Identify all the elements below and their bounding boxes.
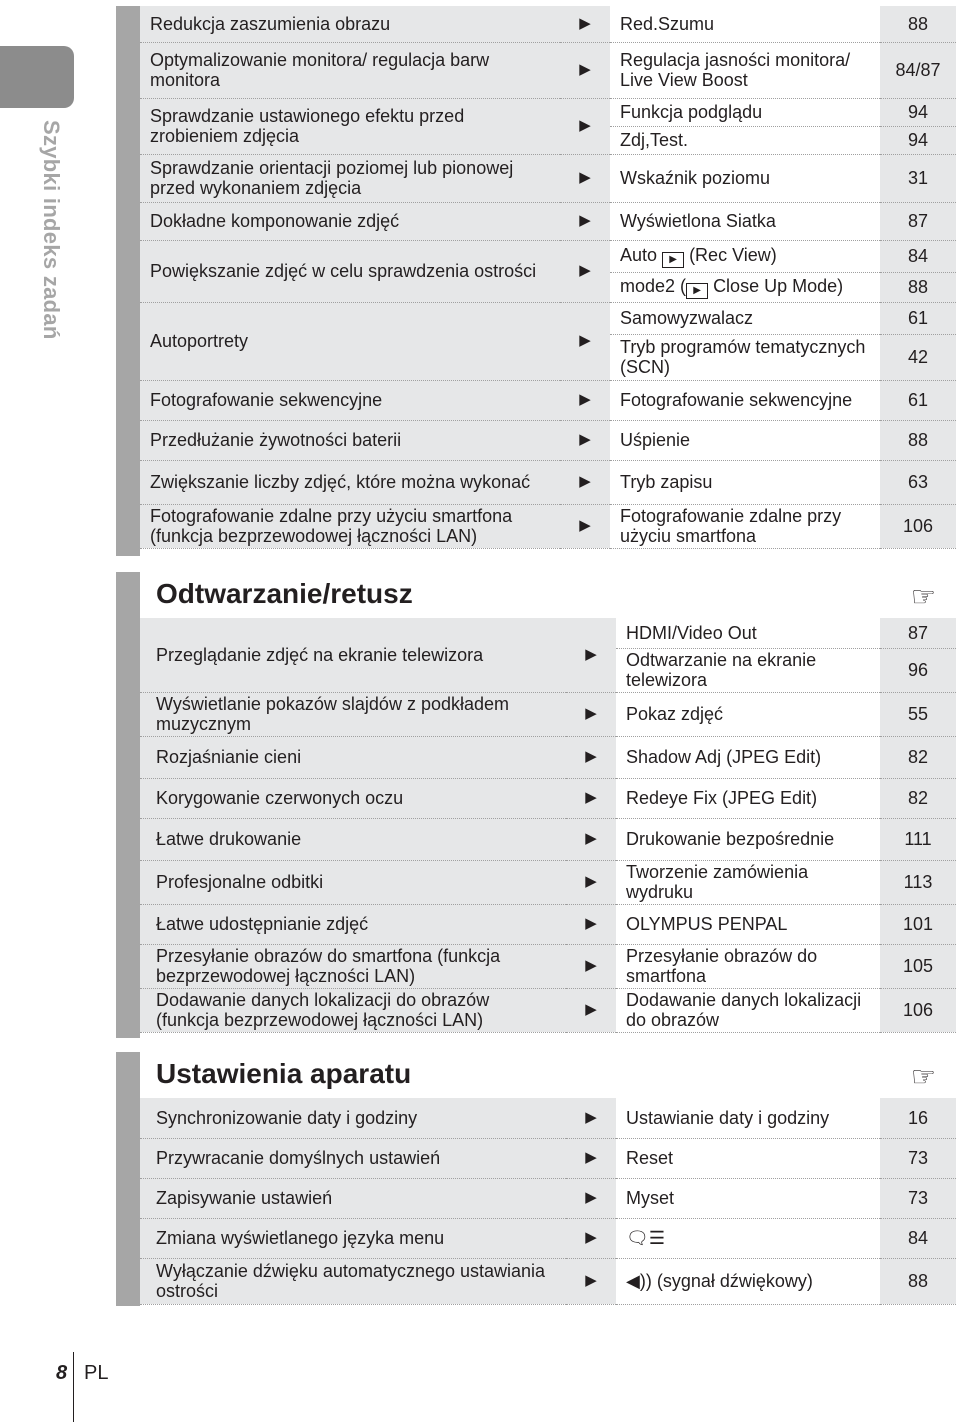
task-label: Przeglądanie zdjęć na ekranie telewizora xyxy=(140,618,566,692)
section-capture xyxy=(116,6,956,556)
arrow-icon: ▶ xyxy=(560,420,610,460)
page-ref: 42 xyxy=(880,334,956,380)
page-ref: 84 xyxy=(880,240,956,272)
page-ref: 88 xyxy=(880,272,956,302)
task-table-capture xyxy=(140,6,956,549)
table-row xyxy=(140,504,956,548)
feature-label: Zdj,Test. xyxy=(610,126,880,154)
page-ref: 87 xyxy=(880,618,956,648)
arrow-icon: ▶ xyxy=(560,380,610,420)
task-label: Autoportrety xyxy=(140,302,560,380)
page-number: 8 xyxy=(56,1362,68,1384)
language-code: PL xyxy=(84,1362,109,1384)
arrow-icon: ▶ xyxy=(560,154,610,202)
page-ref: 82 xyxy=(880,736,956,778)
table-row xyxy=(140,6,956,42)
arrow-icon: ▶ xyxy=(560,240,610,302)
feature-label: Wyświetlona Siatka xyxy=(610,202,880,240)
arrow-icon: ▶ xyxy=(566,944,616,988)
beep-icon: ◀)) xyxy=(626,1271,652,1291)
task-label: Fotografowanie zdalne przy użyciu smartfona (funkcja bezprzewodowej łączności LAN) xyxy=(140,504,560,548)
table-row xyxy=(140,154,956,202)
task-label: Dokładne komponowanie zdjęć xyxy=(140,202,560,240)
feature-label: Uśpienie xyxy=(610,420,880,460)
arrow-icon: ▶ xyxy=(566,618,616,692)
feature-label-part: Auto xyxy=(620,244,658,265)
feature-label: Tryb programów tematycznych (SCN) xyxy=(610,334,880,380)
feature-label: Wskaźnik poziomu xyxy=(610,154,880,202)
page-ref: 111 xyxy=(880,818,956,860)
section-title: Odtwarzanie/retusz xyxy=(156,578,413,609)
feature-label-part: (Rec View) xyxy=(689,244,777,265)
page-ref: 87 xyxy=(880,202,956,240)
section-bar xyxy=(116,6,140,556)
feature-label: Fotografowanie sekwencyjne xyxy=(610,380,880,420)
task-label: Łatwe udostępnianie zdjęć xyxy=(140,904,566,944)
table-row xyxy=(140,904,956,944)
section-header xyxy=(116,572,956,618)
page-ref: 84/87 xyxy=(880,42,956,98)
task-label: Zapisywanie ustawień xyxy=(140,1178,566,1218)
feature-label: Funkcja podglądu xyxy=(610,98,880,126)
table-row xyxy=(140,692,956,736)
task-label: Redukcja zaszumienia obrazu xyxy=(140,6,560,42)
arrow-icon: ▶ xyxy=(566,1138,616,1178)
feature-label-part: Close Up Mode) xyxy=(713,275,844,296)
task-label: Wyłączanie dźwięku automatycznego ustawiania ostrości xyxy=(140,1258,566,1304)
feature-label: Przesyłanie obrazów do smartfona xyxy=(616,944,880,988)
table-row xyxy=(140,460,956,504)
page-ref: 61 xyxy=(880,302,956,334)
task-label: Korygowanie czerwonych oczu xyxy=(140,778,566,818)
task-label: Sprawdzanie orientacji poziomej lub pionowej przed wykonaniem zdjęcia xyxy=(140,154,560,202)
table-row xyxy=(140,1138,956,1178)
feature-label: Samowyzwalacz xyxy=(610,302,880,334)
feature-label: HDMI/Video Out xyxy=(616,618,880,648)
pointer-icon: ☞ xyxy=(910,1061,936,1092)
task-label: Profesjonalne odbitki xyxy=(140,860,566,904)
feature-label: Regulacja jasności monitora/ Live View Boost xyxy=(610,42,880,98)
task-label: Optymalizowanie monitora/ regulacja barw monitora xyxy=(140,42,560,98)
feature-label xyxy=(616,1218,880,1258)
table-row xyxy=(140,302,956,334)
task-label: Wyświetlanie pokazów slajdów z podkładem muzycznym xyxy=(140,692,566,736)
arrow-icon: ▶ xyxy=(560,6,610,42)
arrow-icon: ▶ xyxy=(566,736,616,778)
task-label: Synchronizowanie daty i godziny xyxy=(140,1098,566,1138)
feature-label: Tworzenie zamówienia wydruku xyxy=(616,860,880,904)
page-ref: 101 xyxy=(880,904,956,944)
page-ref: 61 xyxy=(880,380,956,420)
feature-label: Redeye Fix (JPEG Edit) xyxy=(616,778,880,818)
task-label: Łatwe drukowanie xyxy=(140,818,566,860)
arrow-icon: ▶ xyxy=(566,1098,616,1138)
table-row xyxy=(140,42,956,98)
arrow-icon: ▶ xyxy=(560,460,610,504)
page-ref: 106 xyxy=(880,504,956,548)
page-ref: 88 xyxy=(880,420,956,460)
table-row xyxy=(140,818,956,860)
side-tab xyxy=(0,46,74,108)
page-ref: 63 xyxy=(880,460,956,504)
feature-label: Pokaz zdjęć xyxy=(616,692,880,736)
table-row xyxy=(140,988,956,1032)
table-row xyxy=(140,1178,956,1218)
arrow-icon: ▶ xyxy=(566,1218,616,1258)
page-ref: 73 xyxy=(880,1138,956,1178)
task-label: Dodawanie danych lokalizacji do obrazów (funkcja bezprzewodowej łączności LAN) xyxy=(140,988,566,1032)
pointer-icon: ☞ xyxy=(910,581,936,612)
table-row xyxy=(140,778,956,818)
table-row xyxy=(140,420,956,460)
feature-label: OLYMPUS PENPAL xyxy=(616,904,880,944)
arrow-icon: ▶ xyxy=(566,778,616,818)
arrow-icon: ▶ xyxy=(566,1258,616,1304)
task-label: Rozjaśnianie cieni xyxy=(140,736,566,778)
feature-label: Reset xyxy=(616,1138,880,1178)
playback-icon: ▶ xyxy=(686,283,708,299)
feature-label: Myset xyxy=(616,1178,880,1218)
section-settings xyxy=(116,1052,956,1306)
page-ref: 84 xyxy=(880,1218,956,1258)
table-row xyxy=(140,240,956,272)
task-label: Powiększanie zdjęć w celu sprawdzenia ostrości xyxy=(140,240,560,302)
arrow-icon: ▶ xyxy=(560,302,610,380)
page-ref: 94 xyxy=(880,126,956,154)
arrow-icon: ▶ xyxy=(560,202,610,240)
section-title: Ustawienia aparatu xyxy=(156,1058,412,1089)
feature-label-part: mode2 ( xyxy=(620,275,687,296)
table-row xyxy=(140,1258,956,1304)
task-label: Zwiększanie liczby zdjęć, które można wykonać xyxy=(140,460,560,504)
table-row xyxy=(140,380,956,420)
arrow-icon: ▶ xyxy=(560,504,610,548)
task-table-playback xyxy=(140,618,956,1033)
language-icon: 🗨☰ xyxy=(626,1228,665,1248)
task-label: Przywracanie domyślnych ustawień xyxy=(140,1138,566,1178)
page-ref: 106 xyxy=(880,988,956,1032)
section-header xyxy=(116,1052,956,1098)
arrow-icon: ▶ xyxy=(566,860,616,904)
arrow-icon: ▶ xyxy=(566,904,616,944)
task-label: Zmiana wyświetlanego języka menu xyxy=(140,1218,566,1258)
section-playback xyxy=(116,572,956,1038)
page-ref: 105 xyxy=(880,944,956,988)
task-table-settings xyxy=(140,1098,956,1305)
task-label: Przedłużanie żywotności baterii xyxy=(140,420,560,460)
page-ref: 82 xyxy=(880,778,956,818)
side-title: Szybki indeks zadań xyxy=(39,120,64,340)
feature-label: Ustawianie daty i godziny xyxy=(616,1098,880,1138)
feature-label: Fotografowanie zdalne przy użyciu smartfona xyxy=(610,504,880,548)
feature-label: Tryb zapisu xyxy=(610,460,880,504)
feature-label: Shadow Adj (JPEG Edit) xyxy=(616,736,880,778)
feature-label xyxy=(610,240,880,272)
task-label: Fotografowanie sekwencyjne xyxy=(140,380,560,420)
table-row xyxy=(140,618,956,648)
page-ref: 16 xyxy=(880,1098,956,1138)
task-label: Przesyłanie obrazów do smartfona (funkcja bezprzewodowej łączności LAN) xyxy=(140,944,566,988)
arrow-icon: ▶ xyxy=(566,988,616,1032)
feature-label: Odtwarzanie na ekranie telewizora xyxy=(616,648,880,692)
page-ref: 113 xyxy=(880,860,956,904)
table-row xyxy=(140,944,956,988)
feature-label: Drukowanie bezpośrednie xyxy=(616,818,880,860)
feature-label: Dodawanie danych lokalizacji do obrazów xyxy=(616,988,880,1032)
table-row xyxy=(140,202,956,240)
page-ref: 88 xyxy=(880,1258,956,1304)
arrow-icon: ▶ xyxy=(560,98,610,154)
arrow-icon: ▶ xyxy=(566,692,616,736)
task-label: Sprawdzanie ustawionego efektu przed zrobieniem zdjęcia xyxy=(140,98,560,154)
table-row xyxy=(140,1098,956,1138)
feature-label-part: (sygnał dźwiękowy) xyxy=(656,1271,813,1291)
page-ref: 73 xyxy=(880,1178,956,1218)
arrow-icon: ▶ xyxy=(566,1178,616,1218)
page-ref: 31 xyxy=(880,154,956,202)
feature-label: Red.Szumu xyxy=(610,6,880,42)
arrow-icon: ▶ xyxy=(566,818,616,860)
page-ref: 94 xyxy=(880,98,956,126)
playback-icon: ▶ xyxy=(662,252,684,268)
page-ref: 55 xyxy=(880,692,956,736)
footer-divider xyxy=(73,1352,74,1422)
page-ref: 88 xyxy=(880,6,956,42)
feature-label xyxy=(610,272,880,302)
feature-label xyxy=(616,1258,880,1304)
page-ref: 96 xyxy=(880,648,956,692)
section-bar xyxy=(116,572,140,1038)
arrow-icon: ▶ xyxy=(560,42,610,98)
table-row xyxy=(140,1218,956,1258)
table-row xyxy=(140,736,956,778)
table-row xyxy=(140,98,956,126)
table-row xyxy=(140,860,956,904)
